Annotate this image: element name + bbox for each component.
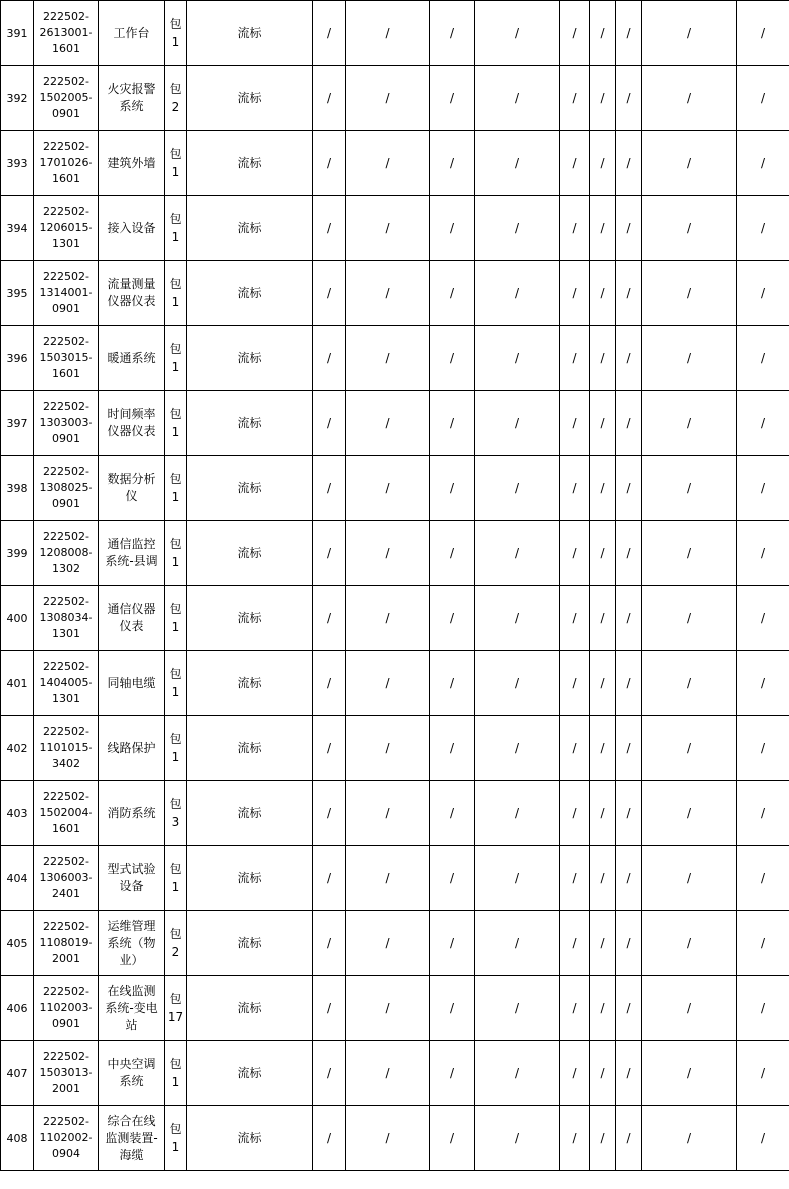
package-number: 包 1 [165, 196, 187, 261]
empty-cell: / [737, 261, 789, 326]
item-name: 接入设备 [99, 196, 165, 261]
table-row [1, 391, 789, 456]
empty-cell: / [737, 586, 789, 651]
item-name: 数据分析 仪 [99, 456, 165, 521]
empty-cell: / [475, 651, 560, 716]
package-number: 包 1 [165, 131, 187, 196]
empty-cell: / [346, 1, 430, 66]
empty-cell: / [346, 1041, 430, 1106]
table-row [1, 1106, 789, 1171]
empty-cell: / [616, 456, 642, 521]
empty-cell: / [642, 131, 737, 196]
result-status: 流标 [187, 1, 313, 66]
empty-cell: / [590, 521, 616, 586]
empty-cell: / [642, 976, 737, 1041]
empty-cell: / [560, 326, 590, 391]
table-row [1, 1041, 789, 1106]
empty-cell: / [346, 66, 430, 131]
empty-cell: / [560, 976, 590, 1041]
result-status: 流标 [187, 521, 313, 586]
empty-cell: / [737, 1041, 789, 1106]
empty-cell: / [616, 1106, 642, 1171]
package-number: 包 1 [165, 391, 187, 456]
empty-cell: / [616, 846, 642, 911]
empty-cell: / [590, 781, 616, 846]
empty-cell: / [590, 976, 616, 1041]
project-code: 222502- 1503013- 2001 [34, 1041, 99, 1106]
table-row [1, 66, 789, 131]
empty-cell: / [346, 846, 430, 911]
row-number: 397 [1, 391, 34, 456]
empty-cell: / [346, 651, 430, 716]
item-name: 型式试验 设备 [99, 846, 165, 911]
table-row [1, 1, 789, 66]
row-number: 400 [1, 586, 34, 651]
result-status: 流标 [187, 911, 313, 976]
empty-cell: / [430, 846, 475, 911]
result-status: 流标 [187, 196, 313, 261]
empty-cell: / [737, 456, 789, 521]
empty-cell: / [560, 911, 590, 976]
empty-cell: / [475, 586, 560, 651]
empty-cell: / [560, 586, 590, 651]
empty-cell: / [616, 196, 642, 261]
project-code: 222502- 1503015- 1601 [34, 326, 99, 391]
empty-cell: / [560, 1106, 590, 1171]
empty-cell: / [642, 326, 737, 391]
package-number: 包 3 [165, 781, 187, 846]
project-code: 222502- 1502005- 0901 [34, 66, 99, 131]
empty-cell: / [560, 846, 590, 911]
empty-cell: / [313, 391, 346, 456]
empty-cell: / [313, 1, 346, 66]
empty-cell: / [346, 521, 430, 586]
package-number: 包 2 [165, 66, 187, 131]
empty-cell: / [475, 456, 560, 521]
package-number: 包 1 [165, 261, 187, 326]
empty-cell: / [346, 196, 430, 261]
table-row [1, 456, 789, 521]
empty-cell: / [616, 716, 642, 781]
empty-cell: / [475, 66, 560, 131]
empty-cell: / [430, 261, 475, 326]
result-status: 流标 [187, 326, 313, 391]
result-status: 流标 [187, 716, 313, 781]
empty-cell: / [560, 716, 590, 781]
empty-cell: / [430, 1, 475, 66]
empty-cell: / [313, 976, 346, 1041]
empty-cell: / [430, 456, 475, 521]
project-code: 222502- 1303003- 0901 [34, 391, 99, 456]
empty-cell: / [346, 911, 430, 976]
project-code: 222502- 1206015- 1301 [34, 196, 99, 261]
empty-cell: / [560, 1, 590, 66]
empty-cell: / [560, 521, 590, 586]
empty-cell: / [475, 846, 560, 911]
result-status: 流标 [187, 586, 313, 651]
result-status: 流标 [187, 846, 313, 911]
empty-cell: / [616, 651, 642, 716]
empty-cell: / [590, 456, 616, 521]
table-row [1, 781, 789, 846]
project-code: 222502- 2613001- 1601 [34, 1, 99, 66]
empty-cell: / [475, 1041, 560, 1106]
empty-cell: / [590, 131, 616, 196]
empty-cell: / [346, 391, 430, 456]
empty-cell: / [475, 976, 560, 1041]
empty-cell: / [642, 196, 737, 261]
empty-cell: / [616, 326, 642, 391]
empty-cell: / [430, 521, 475, 586]
empty-cell: / [430, 586, 475, 651]
package-number: 包 1 [165, 456, 187, 521]
empty-cell: / [590, 66, 616, 131]
empty-cell: / [737, 131, 789, 196]
result-status: 流标 [187, 66, 313, 131]
empty-cell: / [590, 911, 616, 976]
empty-cell: / [475, 391, 560, 456]
empty-cell: / [430, 651, 475, 716]
row-number: 398 [1, 456, 34, 521]
empty-cell: / [346, 586, 430, 651]
item-name: 火灾报警 系统 [99, 66, 165, 131]
empty-cell: / [560, 651, 590, 716]
empty-cell: / [430, 131, 475, 196]
empty-cell: / [313, 651, 346, 716]
empty-cell: / [642, 911, 737, 976]
empty-cell: / [430, 1041, 475, 1106]
table-row [1, 911, 789, 976]
row-number: 395 [1, 261, 34, 326]
empty-cell: / [642, 1041, 737, 1106]
empty-cell: / [590, 1, 616, 66]
empty-cell: / [590, 261, 616, 326]
empty-cell: / [642, 66, 737, 131]
empty-cell: / [560, 131, 590, 196]
empty-cell: / [737, 716, 789, 781]
empty-cell: / [313, 781, 346, 846]
empty-cell: / [313, 586, 346, 651]
project-code: 222502- 1314001- 0901 [34, 261, 99, 326]
empty-cell: / [430, 911, 475, 976]
table-row [1, 976, 789, 1041]
row-number: 404 [1, 846, 34, 911]
table-row [1, 586, 789, 651]
empty-cell: / [346, 131, 430, 196]
row-number: 394 [1, 196, 34, 261]
result-status: 流标 [187, 1106, 313, 1171]
empty-cell: / [346, 976, 430, 1041]
empty-cell: / [560, 391, 590, 456]
empty-cell: / [642, 586, 737, 651]
empty-cell: / [346, 456, 430, 521]
item-name: 消防系统 [99, 781, 165, 846]
package-number: 包 1 [165, 586, 187, 651]
project-code: 222502- 1108019- 2001 [34, 911, 99, 976]
empty-cell: / [642, 716, 737, 781]
table-row [1, 846, 789, 911]
item-name: 综合在线 监测装置- 海缆 [99, 1106, 165, 1171]
result-status: 流标 [187, 261, 313, 326]
empty-cell: / [430, 1106, 475, 1171]
empty-cell: / [616, 261, 642, 326]
empty-cell: / [560, 456, 590, 521]
empty-cell: / [642, 261, 737, 326]
package-number: 包 1 [165, 1041, 187, 1106]
empty-cell: / [475, 781, 560, 846]
package-number: 包 1 [165, 846, 187, 911]
item-name: 建筑外墙 [99, 131, 165, 196]
empty-cell: / [616, 521, 642, 586]
result-status: 流标 [187, 976, 313, 1041]
empty-cell: / [642, 1106, 737, 1171]
row-number: 393 [1, 131, 34, 196]
package-number: 包 1 [165, 326, 187, 391]
empty-cell: / [590, 391, 616, 456]
table-row [1, 261, 789, 326]
item-name: 中央空调 系统 [99, 1041, 165, 1106]
empty-cell: / [737, 326, 789, 391]
project-code: 222502- 1308025- 0901 [34, 456, 99, 521]
empty-cell: / [616, 1, 642, 66]
empty-cell: / [737, 391, 789, 456]
empty-cell: / [346, 261, 430, 326]
empty-cell: / [560, 781, 590, 846]
empty-cell: / [616, 781, 642, 846]
empty-cell: / [590, 196, 616, 261]
row-number: 402 [1, 716, 34, 781]
empty-cell: / [616, 131, 642, 196]
empty-cell: / [313, 1041, 346, 1106]
empty-cell: / [430, 66, 475, 131]
empty-cell: / [560, 261, 590, 326]
empty-cell: / [737, 1106, 789, 1171]
table-row [1, 326, 789, 391]
empty-cell: / [346, 1106, 430, 1171]
project-code: 222502- 1101015- 3402 [34, 716, 99, 781]
row-number: 405 [1, 911, 34, 976]
empty-cell: / [590, 326, 616, 391]
empty-cell: / [616, 976, 642, 1041]
empty-cell: / [475, 261, 560, 326]
empty-cell: / [313, 196, 346, 261]
package-number: 包 1 [165, 1, 187, 66]
row-number: 392 [1, 66, 34, 131]
empty-cell: / [346, 781, 430, 846]
empty-cell: / [346, 716, 430, 781]
empty-cell: / [475, 911, 560, 976]
table-row [1, 716, 789, 781]
empty-cell: / [642, 391, 737, 456]
empty-cell: / [430, 781, 475, 846]
package-number: 包 2 [165, 911, 187, 976]
empty-cell: / [642, 456, 737, 521]
item-name: 同轴电缆 [99, 651, 165, 716]
empty-cell: / [430, 976, 475, 1041]
empty-cell: / [313, 846, 346, 911]
result-status: 流标 [187, 781, 313, 846]
table-row [1, 521, 789, 586]
empty-cell: / [475, 1, 560, 66]
empty-cell: / [737, 846, 789, 911]
row-number: 391 [1, 1, 34, 66]
empty-cell: / [616, 586, 642, 651]
project-code: 222502- 1306003- 2401 [34, 846, 99, 911]
result-status: 流标 [187, 1041, 313, 1106]
row-number: 406 [1, 976, 34, 1041]
empty-cell: / [313, 66, 346, 131]
item-name: 通信监控 系统-县调 [99, 521, 165, 586]
table-body [1, 1, 789, 1171]
empty-cell: / [737, 1, 789, 66]
package-number: 包 1 [165, 716, 187, 781]
empty-cell: / [590, 1041, 616, 1106]
empty-cell: / [313, 716, 346, 781]
empty-cell: / [590, 586, 616, 651]
empty-cell: / [313, 326, 346, 391]
item-name: 时间频率 仪器仪表 [99, 391, 165, 456]
project-code: 222502- 1102002- 0904 [34, 1106, 99, 1171]
empty-cell: / [616, 911, 642, 976]
empty-cell: / [475, 1106, 560, 1171]
package-number: 包 1 [165, 651, 187, 716]
empty-cell: / [346, 326, 430, 391]
row-number: 407 [1, 1041, 34, 1106]
empty-cell: / [313, 1106, 346, 1171]
package-number: 包 17 [165, 976, 187, 1041]
item-name: 暖通系统 [99, 326, 165, 391]
empty-cell: / [737, 976, 789, 1041]
empty-cell: / [737, 521, 789, 586]
empty-cell: / [313, 521, 346, 586]
row-number: 403 [1, 781, 34, 846]
empty-cell: / [313, 261, 346, 326]
result-status: 流标 [187, 391, 313, 456]
empty-cell: / [560, 66, 590, 131]
empty-cell: / [475, 326, 560, 391]
empty-cell: / [313, 911, 346, 976]
table-row [1, 131, 789, 196]
empty-cell: / [590, 846, 616, 911]
project-code: 222502- 1404005- 1301 [34, 651, 99, 716]
empty-cell: / [642, 781, 737, 846]
empty-cell: / [475, 716, 560, 781]
empty-cell: / [560, 196, 590, 261]
item-name: 在线监测 系统-变电 站 [99, 976, 165, 1041]
empty-cell: / [616, 391, 642, 456]
empty-cell: / [430, 716, 475, 781]
empty-cell: / [590, 716, 616, 781]
empty-cell: / [475, 196, 560, 261]
item-name: 工作台 [99, 1, 165, 66]
result-status: 流标 [187, 131, 313, 196]
empty-cell: / [313, 456, 346, 521]
project-code: 222502- 1208008- 1302 [34, 521, 99, 586]
row-number: 401 [1, 651, 34, 716]
empty-cell: / [560, 1041, 590, 1106]
item-name: 运维管理 系统（物 业） [99, 911, 165, 976]
empty-cell: / [642, 651, 737, 716]
project-code: 222502- 1102003- 0901 [34, 976, 99, 1041]
result-status: 流标 [187, 456, 313, 521]
empty-cell: / [737, 196, 789, 261]
empty-cell: / [590, 1106, 616, 1171]
table-row [1, 651, 789, 716]
package-number: 包 1 [165, 1106, 187, 1171]
empty-cell: / [616, 66, 642, 131]
empty-cell: / [590, 651, 616, 716]
empty-cell: / [430, 391, 475, 456]
item-name: 流量测量 仪器仪表 [99, 261, 165, 326]
empty-cell: / [737, 911, 789, 976]
empty-cell: / [313, 131, 346, 196]
empty-cell: / [475, 521, 560, 586]
project-code: 222502- 1502004- 1601 [34, 781, 99, 846]
row-number: 396 [1, 326, 34, 391]
item-name: 通信仪器 仪表 [99, 586, 165, 651]
row-number: 408 [1, 1106, 34, 1171]
empty-cell: / [737, 781, 789, 846]
table-row [1, 196, 789, 261]
empty-cell: / [642, 1, 737, 66]
result-status: 流标 [187, 651, 313, 716]
empty-cell: / [616, 1041, 642, 1106]
project-code: 222502- 1701026- 1601 [34, 131, 99, 196]
package-number: 包 1 [165, 521, 187, 586]
row-number: 399 [1, 521, 34, 586]
project-code: 222502- 1308034- 1301 [34, 586, 99, 651]
empty-cell: / [642, 521, 737, 586]
empty-cell: / [430, 196, 475, 261]
empty-cell: / [642, 846, 737, 911]
item-name: 线路保护 [99, 716, 165, 781]
empty-cell: / [430, 326, 475, 391]
empty-cell: / [737, 651, 789, 716]
empty-cell: / [475, 131, 560, 196]
empty-cell: / [737, 66, 789, 131]
